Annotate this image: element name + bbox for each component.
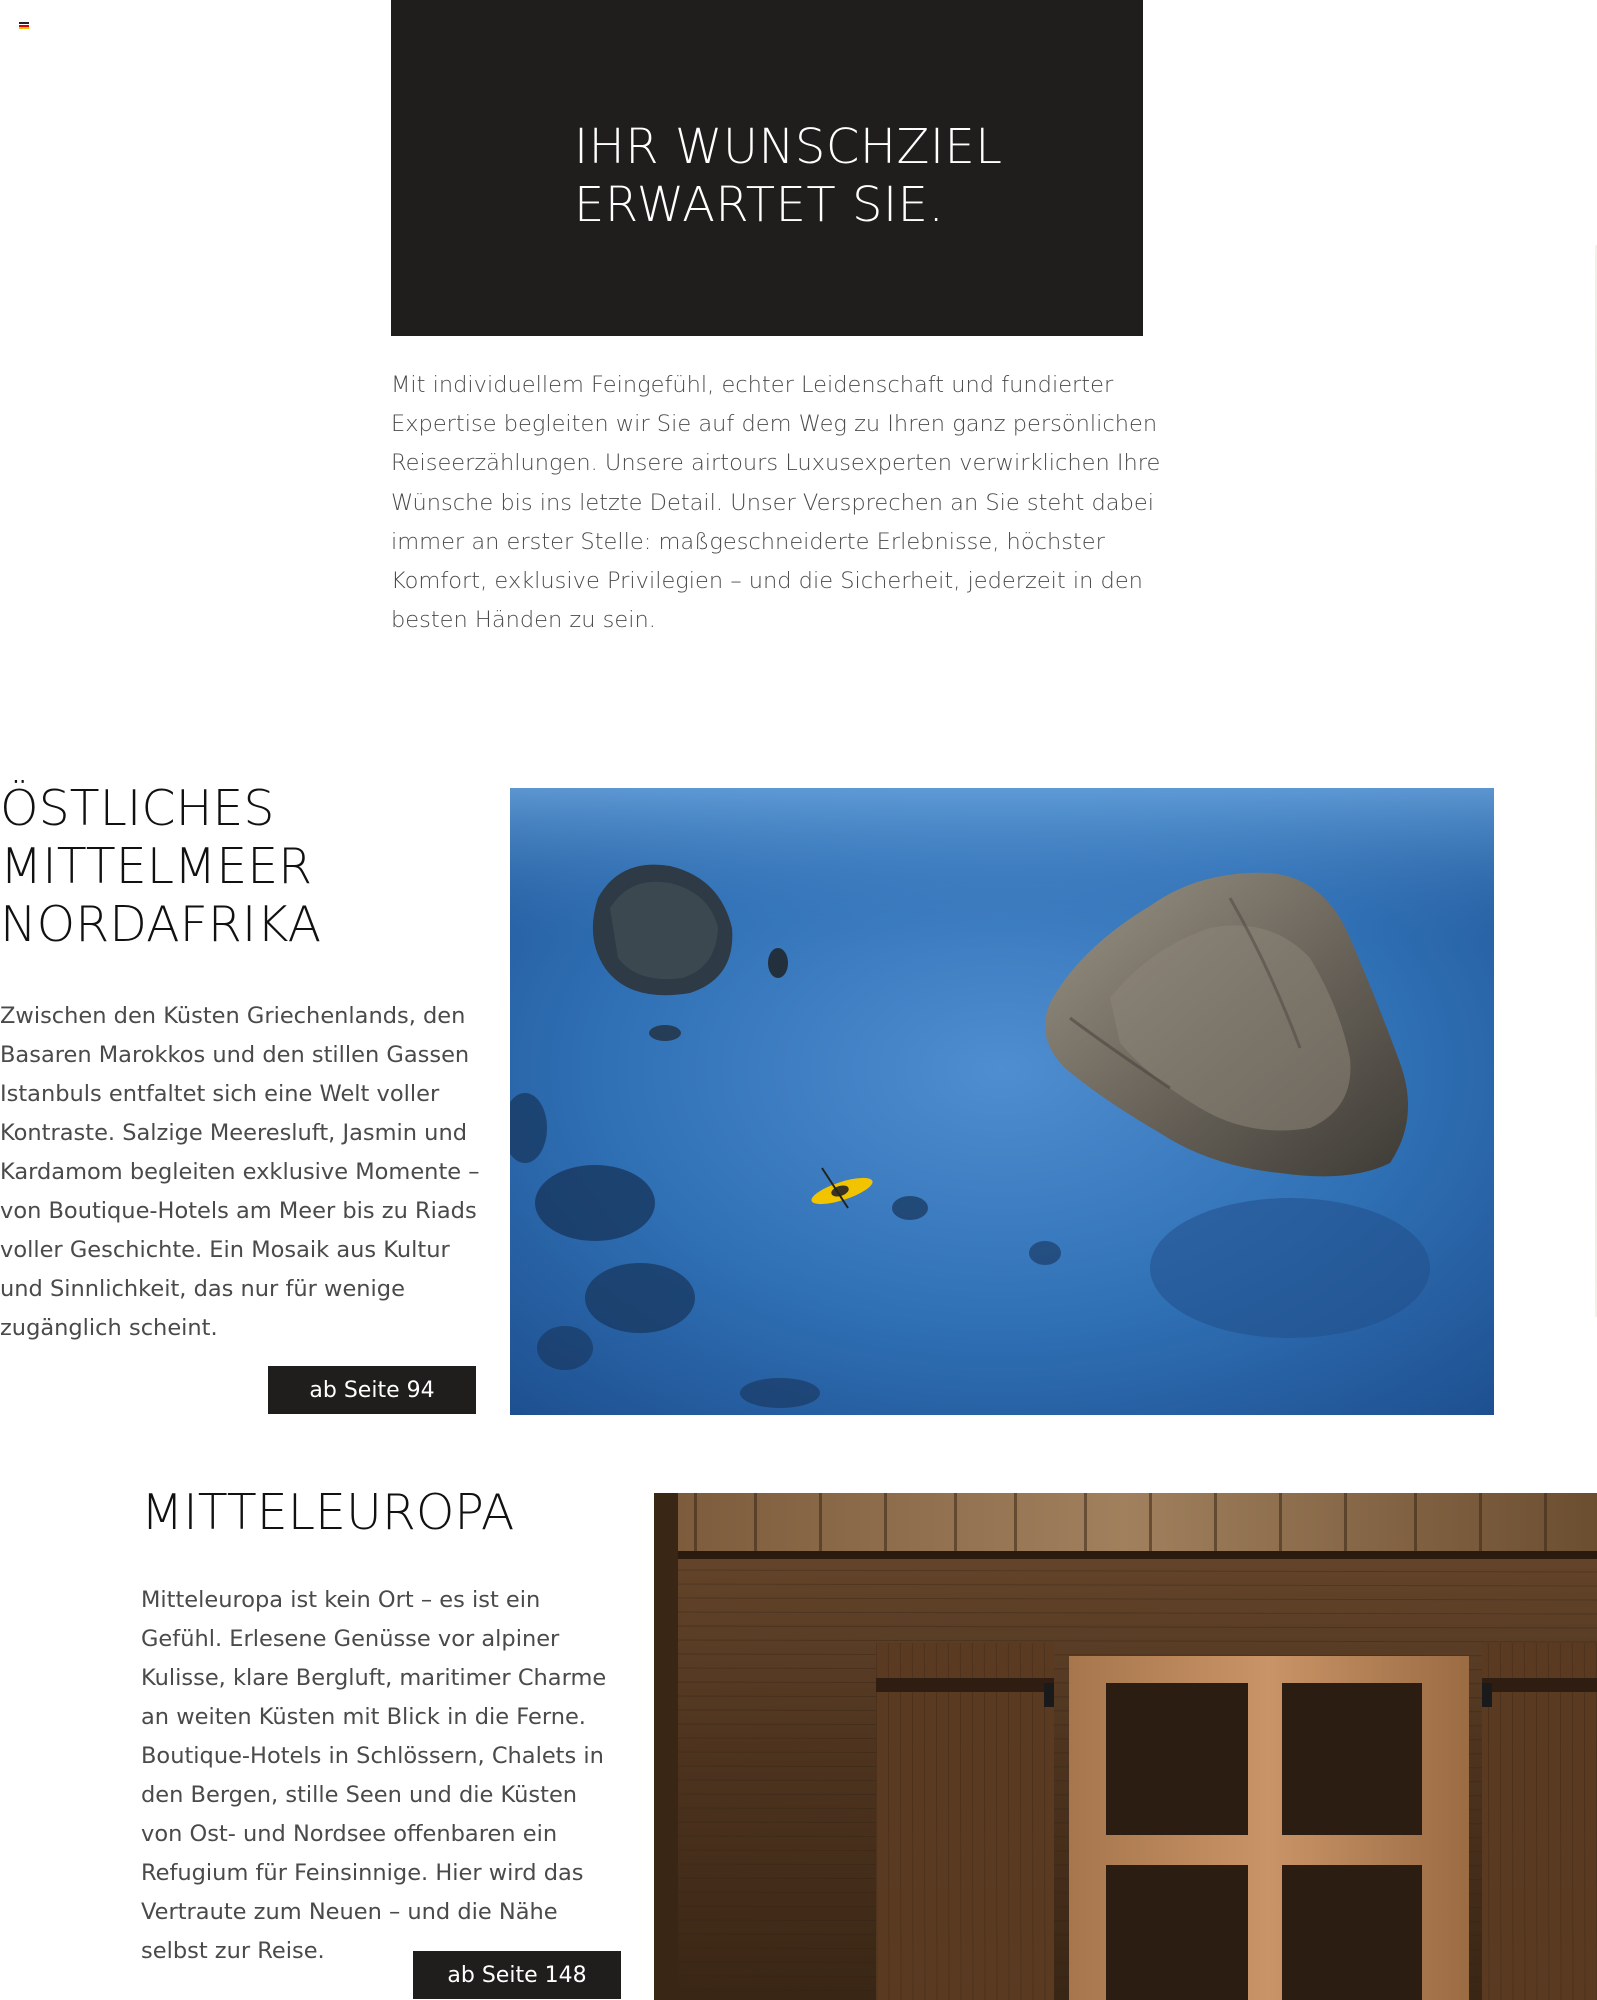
hero-box xyxy=(391,0,1143,336)
page-link-button-94[interactable]: ab Seite 94 xyxy=(268,1366,476,1414)
wooden-chalet-window-photo xyxy=(654,1493,1597,2000)
german-flag-icon xyxy=(19,22,29,29)
section-text-central-europe: Mitteleuropa ist kein Ort – es ist ein Gefühl. Erlesene Genüsse vor alpiner Kulisse, klare Bergluft, maritimer Charme an weiten Küsten mit Blick in die Ferne. Boutique-Hotels in Schlössern, Chalets in den Bergen, stille Seen und die Küsten von Ost- und Nordsee offenbaren ein Refugium für Feinsinnige. Hier wird das Vertraute zum Neuen – und die Nähe selbst zur Reise. xyxy=(141,1587,607,1964)
page-link-button-148[interactable]: ab Seite 148 xyxy=(413,1951,621,1999)
section-title-mediterranean: ÖSTLICHES MITTELMEER NORDAFRIKA xyxy=(0,780,322,953)
section-text-mediterranean: Zwischen den Küsten Griechenlands, den Basaren Marokkos und den stillen Gassen Istanbuls entfaltet sich eine Welt voller Kontraste. Salzige Meeresluft, Jasmin und Kardamom begleiten exklusive Momente – von Boutique-Hotels am Meer bis zu Riads voller Geschichte. Ein Mosaik aus Kultur und Sinnlichkeit, das nur für wenige zugänglich scheint. xyxy=(0,1003,480,1341)
section-title-central-europe: MITTELEUROPA xyxy=(141,1484,515,1541)
aerial-sea-rocks-kayak-photo xyxy=(510,788,1494,1415)
intro-paragraph: Mit individuellem Feingefühl, echter Leidenschaft und fundierter Expertise begleiten wir Sie auf dem Weg zu Ihren ganz persönlichen Reiseerzählungen. Unsere airtours Luxusexperten verwirklichen Ihre Wünsche bis ins letzte Detail. Unser Versprechen an Sie steht dabei immer an erster Stelle: maßgeschneiderte Erlebnisse, höchster Komfort, exklusive Privilegien – und die Sicherheit, jederzeit in den besten Händen zu sein. xyxy=(391,372,1161,634)
hero-title: IHR WUNSCHZIEL ERWARTET SIE. xyxy=(574,119,1003,233)
